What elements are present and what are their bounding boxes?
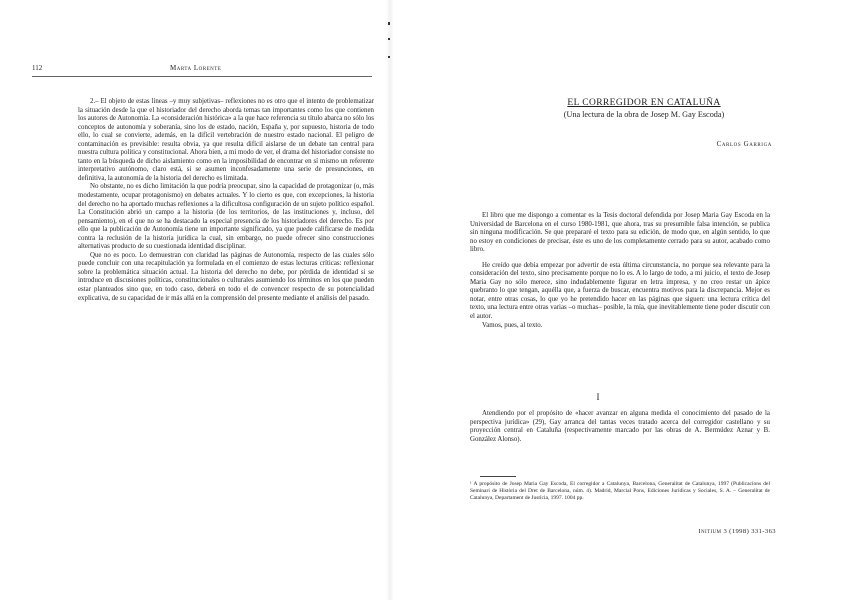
article-title: EL CORREGIDOR EN CATALUÑA (567, 98, 721, 108)
right-body-section (470, 410, 770, 444)
journal-reference: Initium 3 (1998) 331-363 (698, 528, 776, 535)
paragraph: 2.– El objeto de estas líneas –y muy subjetivas– reflexiones no es otro que el intento de problematizar la situación desde la que el historiador del derecho aborda temas tan importantes como los que contienen los autores de Autonomía. La «consideración histórica» a la que hace referencia su título abarca no sólo los conceptos de autonomía y soberanía, sino los de estado, nación, España y, por supuesto, historia de todo ello, lo cual se convierte, además, en la difícil vertebración de nuestro estado nacional. El peligro de contaminación es previsible: resulta obvia, ya que resulta difícil aislarse de un debate tan central para nuestra cultura política y constitucional. Ahora bien, a mi modo de ver, el drama del historiador consiste no tanto en la búsqueda de dicho aislamiento como en la imposibilidad de encontrar en sí mismo un referente interpretativo autónomo, claro está, si se asumen inconfesadamente una serie de presunciones, en definitiva, la autonomía de la historia del derecho es limitada. (78, 98, 374, 182)
running-head-author: Marta Lorente (170, 64, 222, 72)
page-number: 112 (32, 64, 43, 72)
paragraph: Que no es poco. Lo demuestran con claridad las páginas de Autonomía, respecto de las cuales sólo puede concluir con una recapitulación ya formulada en el comienzo de estas lecturas críticas: reflexionar sobre la problemática situación actual. La historia del derecho no debe, por pérdida de identidad si se introduce en discusiones políticas, constitucionales o culturales asumiendo los términos en los que pueden estar planteados sino que, en todo caso, deberá en todo el de convencer respecto de su potencialidad explicativa, de su capacidad de ir más allá en la comprensión del presente mediante el análisis del pasado. (78, 251, 374, 302)
footnote: ¹ A propósito de Josep Maria Gay Escoda, El corregidor a Catalunya, Barcelona, Generalitat de Catalunya, 1997 (Publicacions del Seminari de Història del Dret de Barcelona, núm. 4). Madrid, Marcial Pons, Ediciones Jurídicas y Sociales, S. A. – Generalitat de Catalunya, Departament de Justícia, 1997. 1004 pp. (470, 481, 770, 501)
paragraph: Vamos, pues, al texto. (482, 321, 543, 329)
title-block (494, 98, 794, 119)
paragraph: Atendiendo por el propósito de «hacer avanzar en alguna medida el conocimiento del pasado de la perspectiva jurídica» (29), Gay arranca del tantas veces tratado acerca del corregidor castellano y su proyección central en Cataluña (respectivamente marcado por las obras de A. Bermúdez Aznar y B. González Alonso). (470, 410, 770, 443)
paragraph: He creído que debía empezar por advertir de esta última circunstancia, no porque sea relevante para la consideración del texto, sino precisamente porque no lo es. A lo largo de todo, a mi juicio, el texto de Josep Maria Gay no sólo merece, sino indudablemente figurar en letra impresa, y no creo restar un ápice quebranto lo que tengan, aquélla que, a fuerza de buscar, encuentra motivos para la discrepancia. Mejor es notar, entre otras cosas, lo que yo he pretendido hacer en las páginas que siguen: una lectura crítica del texto, una lectura entre otras varias –o muchas– posible, la mía, que inevitablemente tiene poder discutir con el autor. (470, 261, 770, 321)
left-body-text (78, 98, 374, 303)
right-body-intro (470, 212, 770, 330)
paragraph: El libro que me dispongo a comentar es la Tesis doctoral defendida por Josep Maria Gay Escoda en la Universidad de Barcelona en el curso 1980-1981, que ahora, tras su presumible falsa intención, se publica sin ninguna modificación. Se que prepararé el texto para su edición, de modo que, en algún sentido, lo que no estoy en condiciones de precisar, éste es uno de los completamente cerrado para su autor, acabado como libro. (470, 212, 770, 254)
footnote-divider (480, 476, 516, 477)
section-numeral: I (596, 392, 600, 402)
right-page (424, 0, 848, 600)
paragraph: No obstante, no es dicho limitación la que podría preocupar, sino la capacidad de protagonizar (o, más modestamente, ocupar protagonismo) en debates actuales. Y lo cierto es que, con excepciones, la historia del derecho no ha aportado muchas reflexiones a la dificultosa configuración de un sujeto político español. La Constitución abrió un campo a la historia (de los territorios, de las instituciones y, incluso, del pensamiento), en el que no se ha destacado la especial presencia de los historiadores del derecho. Es por ello que la publicación de Autonomía tiene un importante significado, ya que puede calificarse de medida contra la reclusión de la historia jurídica la cual, sin embargo, no puede ofrecer sino construcciones alternativas producto de su cuestionada identidad disciplinar. (78, 183, 374, 251)
article-subtitle: (Una lectura de la obra de Josep M. Gay Escoda) (563, 110, 725, 119)
running-head (32, 64, 372, 77)
article-author: Carlos Garriga (716, 140, 772, 148)
left-page (0, 0, 400, 600)
